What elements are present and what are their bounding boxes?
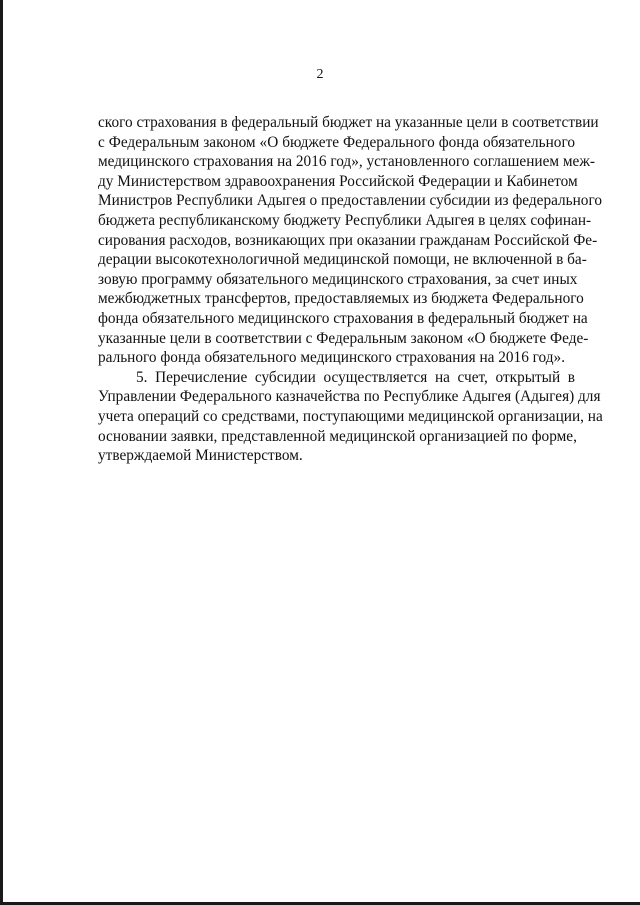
text-line: межбюджетных трансфертов, предоставляемых из бюджета Федерального: [98, 290, 584, 308]
text-line: Управлении Федерального казначейства по Республике Адыгея (Адыгея) для: [98, 388, 601, 406]
text-line: дерации высокотехнологичной медицинской помощи, не включенной в ба-: [98, 251, 587, 269]
text-line: ского страхования в федеральный бюджет на указанные цели в соответствии: [98, 114, 599, 131]
scan-edge-left: [0, 0, 3, 905]
paragraph-continuation: [98, 113, 602, 368]
paragraph-item-5: [98, 368, 603, 466]
text-line: медицинского страхования на 2016 год», установленного соглашением меж-: [98, 153, 595, 171]
text-line: бюджета республиканскому бюджету Республики Адыгея в целях софинан-: [98, 211, 592, 229]
text-line: с Федеральным законом «О бюджете Федерального фонда обязательного: [98, 133, 575, 151]
text-line: фонда обязательного медицинского страхования в федеральный бюджет на: [98, 309, 588, 327]
page-number: 2: [316, 67, 324, 82]
text-line: 5. Перечисление субсидии осуществляется на счет, открытый в: [136, 368, 575, 386]
text-line: зовую программу обязательного медицинского страхования, за счет иных: [98, 270, 578, 288]
text-line: ду Министерством здравоохранения Российской Федерации и Кабинетом: [98, 172, 578, 190]
text-line: сирования расходов, возникающих при оказании гражданам Российской Фе-: [98, 231, 598, 249]
text-line: утверждаемой Министерством.: [98, 447, 303, 465]
text-line: указанные цели в соответствии с Федеральным законом «О бюджете Феде-: [98, 329, 589, 347]
text-line: основании заявки, представленной медицинской организацией по форме,: [98, 427, 577, 445]
text-line: учета операций со средствами, поступающими медицинской организации, на: [98, 407, 603, 425]
text-line: рального фонда обязательного медицинского страхования на 2016 год».: [98, 349, 566, 367]
text-line: Министров Республики Адыгея о предоставлении субсидии из федерального: [98, 192, 602, 210]
document-body: [98, 113, 603, 466]
